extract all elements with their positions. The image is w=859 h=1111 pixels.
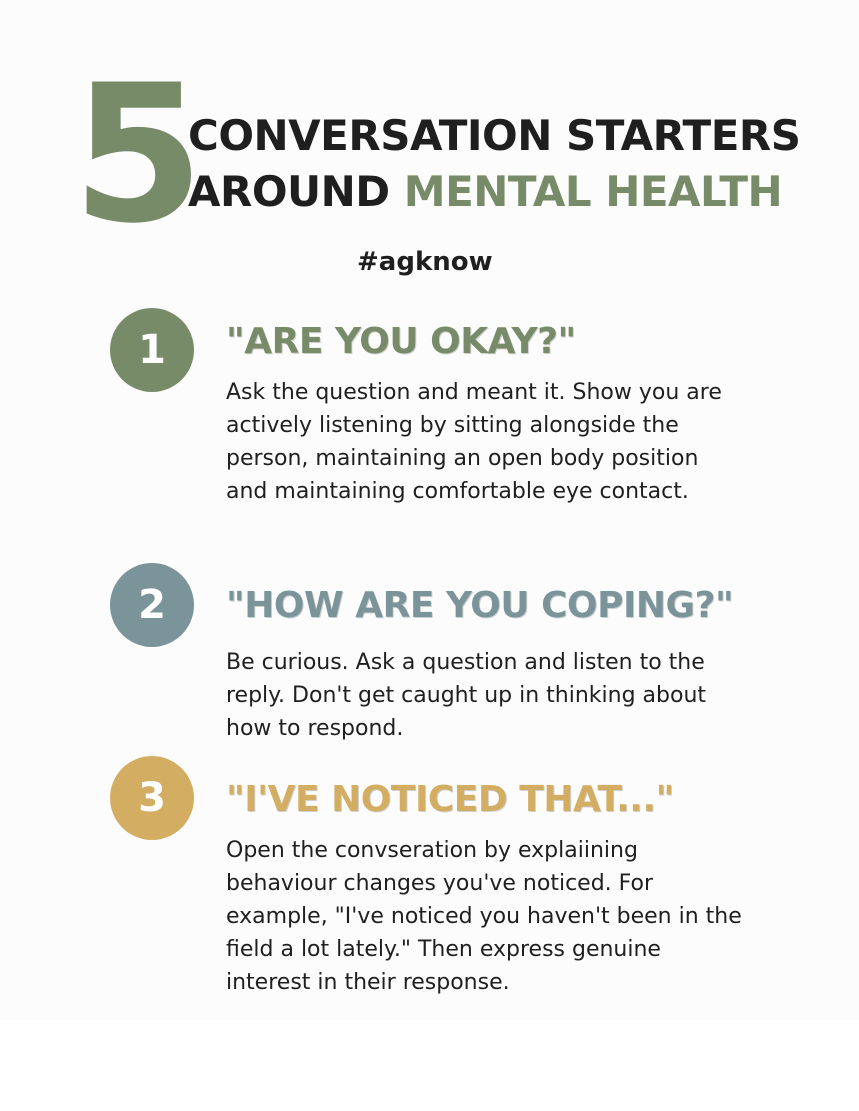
- starter-heading-1: "ARE YOU OKAY?": [226, 321, 576, 362]
- starter-heading-3: "I'VE NOTICED THAT...": [226, 779, 674, 820]
- number-badge-3: 3: [110, 756, 194, 840]
- starter-body-1: Ask the question and meant it. Show you are actively listening by sitting alongside the person, maintaining an open body position and maintaining comfortable eye contact.: [226, 380, 722, 504]
- starter-body-3: Open the convseration by explaiining behaviour changes you've noticed. For example, "I've noticed you haven't been in the field a lot lately." Then express genuine interest in their response.: [226, 838, 742, 995]
- title-line-2: [188, 164, 801, 220]
- title-line-1: CONVERSATION STARTERS: [188, 111, 801, 160]
- title-prefix: AROUND: [188, 167, 390, 216]
- title-accent: MENTAL HEALTH: [403, 167, 783, 216]
- hashtag: #agknow: [357, 247, 493, 277]
- starter-heading-2: "HOW ARE YOU COPING?": [226, 585, 734, 626]
- page-title: [188, 108, 801, 220]
- starter-body-2: Be curious. Ask a question and listen to the reply. Don't get caught up in thinking about how to respond.: [226, 650, 707, 741]
- number-badge-1: 1: [110, 308, 194, 392]
- big-number-five: 5: [72, 44, 201, 265]
- number-badge-2: 2: [110, 563, 194, 647]
